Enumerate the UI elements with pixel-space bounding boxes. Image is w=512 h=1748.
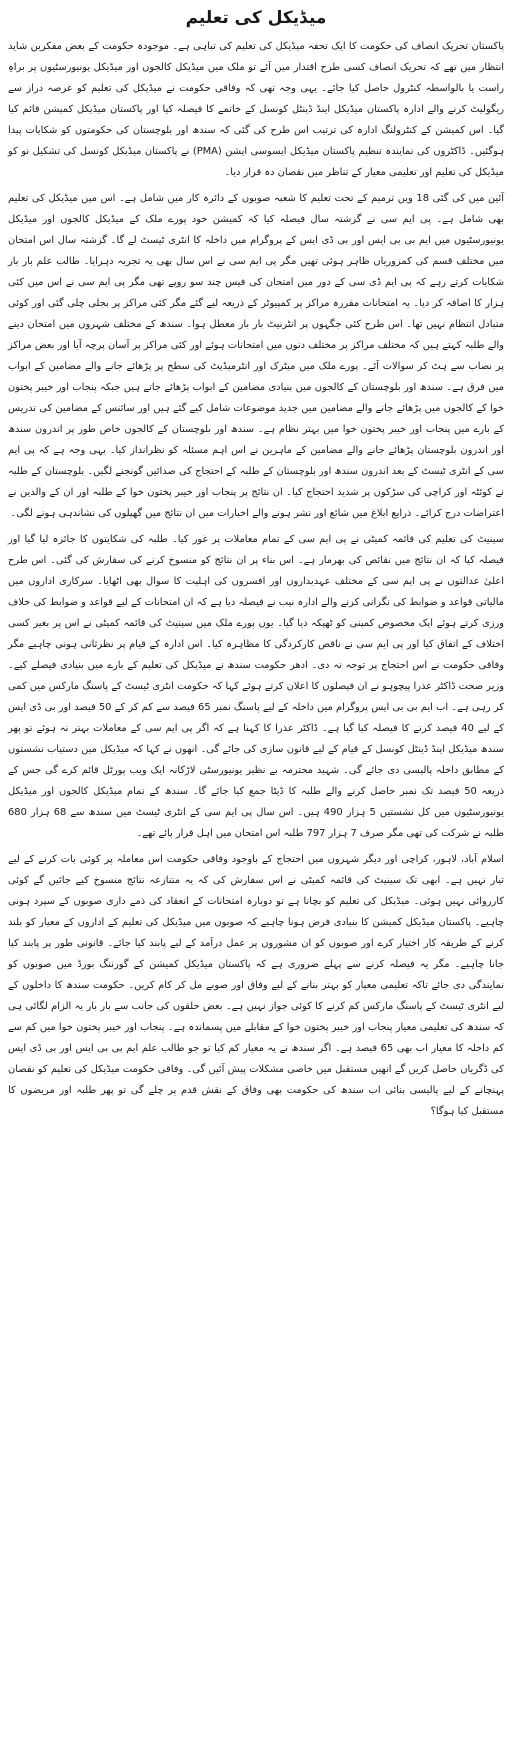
paragraph-1: پاکستان تحریک انصاف کی حکومت کا ایک تحفہ میڈیکل کی تعلیم کی تباہی ہے۔ موجودہ حکومت کے بعض مفکرین شاید انتظار میں تھے کہ تحریک انصاف کسی طرح اقتدار میں آئے تو ملک میں میڈیکل کالجوں اور میڈیکل یونیورسٹیوں پر براہِ راست یا بالواسطہ کنٹرول حاصل کیا جائے۔ یہی وجہ تھی کہ وفاقی حکومت نے میڈیکل کی تعلیم کو عرصہ دراز سے ریگولیٹ کرنے والے ادارہ پاکستان میڈیکل اینڈ ڈینٹل کونسل کے خاتمے کا فیصلہ کیا اور پاکستان میڈیکل کمیشن قائم کیا گیا۔ اس کمیشن کے کنٹرولنگ ادارہ کی ترتیب اس طرح کی گئی کہ سندھ اور بلوچستان کی حکومتوں کو شکایات پیدا ہوگئیں۔ ڈاکٹروں کی نمایندہ تنظیم پاکستان میڈیکل ایسوسی ایشن (PMA) نے پاکستان میڈیکل کونسل کی تشکیل نو کو میڈیکل کی تعلیم اور تعلیمی معیار کے تناظر میں نقصان دہ قرار دیا۔ [8,41,504,178]
paragraph-4: اسلام آباد، لاہور، کراچی اور دیگر شہروں میں احتجاج کے باوجود وفاقی حکومت اس معاملہ پر کوئی بات کرنے کے لیے تیار نہیں ہے۔ ابھی تک سینیٹ کی قائمہ کمیٹی نے اس سفارش کی کہ یہ متنازعہ نتائج منسوخ کیے جائیں گے کوئی کارروائی نہیں ہوئی۔ میڈیکل کی تعلیم کو بچانا ہے تو دوبارہ امتحانات کے انعقاد کی ذمے داری صوبوں کے سپرد ہونی چاہیے۔ پاکستان میڈیکل کمیشن کا بنیادی فرض ہونا چاہیے کہ صوبوں میں میڈیکل کی تعلیم کے اداروں کے معیار کو بلند کرنے کے طریقہ کار اختیار کرے اور صوبوں کو ان مشوروں پر عمل درآمد کے لیے پابند کیا جائے۔ قانونی طور پر پابند کیا جانا چاہیے۔ مگر یہ فیصلہ کرنے سے پہلے ضروری ہے کہ پاکستان میڈیکل کمیشن کے گورننگ بورڈ میں صوبوں کو نمایندگی دی جائے تاکہ تعلیمی معیار کو بہتر بنانے کے لیے وفاق اور صوبے مل کر کام کریں۔ حکومت سندھ کا داخلوں کے لیے انٹری ٹیسٹ کے پاسنگ مارکس کم کرنے کا کوئی جواز نہیں ہے۔ بعض حلقوں کی جانب سے بار بار یہ الزام لگائی ہی کہ سندھ کی تعلیمی معیار پنجاب اور خیبر پختون خوا کے مقابلے میں پسماندہ ہے۔ پنجاب اور خیبر پختون خوا میں کم سے کم داخلہ کا معیار اب بھی 65 فیصد ہے۔ اگر سندھ نے یہ معیار کم کیا تو جو طالب علم ایم بی بی ایس اور بی ڈی ایس کی ڈگریاں حاصل کریں گے انھیں مستقبل میں خاصی مشکلات پیش آئیں گی۔ وفاقی حکومت میڈیکل کی تعلیم کو نقصان پہنچانے کے لیے پالیسی بنائی اب سندھ کی حکومت بھی وفاق کے نقش قدم پر چلے گی تو پھر طلبہ اور مریضوں کا مستقبل کیا ہوگا؟ [8,854,504,1117]
article-body [8,36,504,1122]
paragraph-3: سینیٹ کی تعلیم کی قائمہ کمیٹی نے پی ایم سی کے تمام معاملات پر غور کیا۔ طلبہ کی شکایتوں کا جائزہ لیا گیا اور فیصلہ کیا کہ ان نتائج میں نقائص کی بھرمار ہے۔ اس بناء پر ان نتائج کو منسوخ کرنے کی سفارش کی گئی۔ اس طرح اعلیٰ عدالتوں نے پی ایم سی کے مختلف عہدیداروں اور افسروں کی اہلیت کا سوال بھی اٹھایا۔ سرکاری اداروں میں مالیاتی قواعد و ضوابط کی نگرانی کرنے والے ادارہ نیب نے فیصلہ دیا ہے کہ ان امتحانات کے لیے قواعد و ضوابط کی خلاف ورزی کرتے ہوئے ایک مخصوص کمپنی کو ٹھیکہ دیا گیا۔ یوں پورے ملک میں سینیٹ کی قائمہ کمیٹی نے اس پر بغیر کسی اختلاف کے اتفاق کیا اور پی ایم سی نے ناقص کارکردگی کا مظاہرہ کیا۔ اس ادارہ کے قیام پر نظرثانی ہونی چاہیے مگر وفاقی حکومت نے اس احتجاج پر توجہ نہ دی۔ ادھر حکومت سندھ نے میڈیکل کی تعلیم کے بارے میں بنیادی فیصلے کیے۔ وزیر صحت ڈاکٹر عذرا پیچوہو نے ان فیصلوں کا اعلان کرتے ہوئے کہا کہ حکومت انٹری ٹیسٹ کے پاسنگ مارکس میں کمی کر رہی ہے۔ اب ایم بی بی ایس پروگرام میں داخلہ کے لیے پاسنگ نمبر 65 فیصد سے کم کر کے 50 فیصد اور بی ڈی ایس کے لیے 40 فیصد کرنے کا فیصلہ کیا گیا ہے۔ ڈاکٹر عذرا کا کہنا ہے کہ اگر پی ایم سی کے معاملات بہتر نہ ہوئے تو پھر سندھ میڈیکل اینڈ ڈینٹل کونسل کے قیام کے لیے قانون سازی کی جائے گی۔ انھوں نے کہا کہ میڈیکل میں دستیاب نشستوں کے مطابق داخلہ پالیسی دی جائے گی۔ شہید محترمہ بے نظیر یونیورسٹی لاڑکانہ ایک ویب پورٹل قائم کرے گی جس کے ذریعہ 50 فیصد تک نمبر حاصل کرنے والے طلبہ کا ڈیٹا جمع کیا جائے گا۔ سندھ کے تمام میڈیکل کالجوں اور میڈیکل یونیورسٹیوں میں کل نشستیں 5 ہزار 490 ہیں۔ اس سال پی ایم سی کے انٹری ٹیسٹ میں سندھ سے 68 ہزار 680 طلبہ نے شرکت کی تھی مگر صرف 7 ہزار 797 طلبہ اس امتحان میں اہل قرار پائے تھے۔ [8,534,504,839]
article-title: میڈیکل کی تعلیم [185,7,327,28]
title-bar [8,0,504,36]
paragraph-2: آئین میں کی گئی 18 ویں ترمیم کے تحت تعلیم کا شعبہ صوبوں کے دائرہ کار میں شامل ہے۔ اس میں میڈیکل کی تعلیم بھی شامل ہے۔ پی ایم سی نے گزشتہ سال فیصلہ کیا کہ کمیشن خود پورے ملک کے میڈیکل کالجوں اور میڈیکل یونیورسٹیوں میں ایم بی بی ایس اور بی ڈی ایس کے پروگرام میں داخلہ کا انٹری ٹیسٹ لے گا۔ گزشتہ سال اس امتحان میں مختلف قسم کی کمزوریاں ظاہر ہوئی تھیں مگر پی ایم سی نے اس سال بھی یہ تجربہ دہرایا۔ طالب علم بار بار شکایات کرتے رہے کہ پی ایم ڈی سی کے دور میں امتحان کی فیس چند سو روپے تھی مگر پی ایم سی نے اس میں کئی ہزار کا اضافہ کر دیا۔ یہ امتحانات مقررہ مراکز پر کمپیوٹر کے ذریعہ لیے گئے مگر کئی مراکز پر بجلی چلی گئی اور کوئی متبادل انتظام نہیں تھا۔ اس طرح کئی جگہوں پر انٹرنیٹ بار بار معطل ہوا۔ سندھ کے مختلف شہروں میں امتحان دینے والے طلبہ کہتے ہیں کہ مختلف مراکز پر مختلف دنوں میں امتحانات ہوئے اور کئی مراکز پر آسان پرچہ آیا اور بعض مراکز پر نصاب سے ہٹ کر سوالات آئے۔ پورے ملک میں میٹرک اور انٹرمیڈیٹ کی سطح پر پڑھائے جانے والے مضامین کے ابواب میں فرق ہے۔ سندھ اور بلوچستان کے کالجوں میں بنیادی مضامین کے ابواب پڑھائے جاتے ہیں جبکہ پنجاب اور خیبر پختون خوا کے کالجوں میں پڑھائے جانے والے مضامین میں جدید موضوعات شامل کیے گئے ہیں اور سائنس کے مضامین کی تدریس کے بارے میں پنجاب اور خیبر پختون خوا میں بہتر نظام ہے۔ سندھ اور بلوچستان کے کالجوں خاص طور پر اندرون سندھ اور اندرون بلوچستان پڑھائے جانے والے مضامین کے ماہرین نے اس اہم مسئلہ کو نظرانداز کیا۔ یہی وجہ ہے کہ پی ایم سی کے انٹری ٹیسٹ کے بعد اندرون سندھ اور بلوچستان کے طلبہ کے احتجاج کی صدائیں گونجنے لگیں۔ بلوچستان کے طلبہ نے کوئٹہ اور کراچی کی سڑکوں پر شدید احتجاج کیا۔ ان نتائج پر پنجاب اور خیبر پختون خوا کے طلبہ اور ان کے والدین نے اعتراضات درج کرائے۔ ذرایع ابلاغ میں شائع اور نشر ہونے والے اخبارات میں ان نتائج میں گھپلوں کی نشاندہی ہونے لگی۔ [8,193,504,519]
